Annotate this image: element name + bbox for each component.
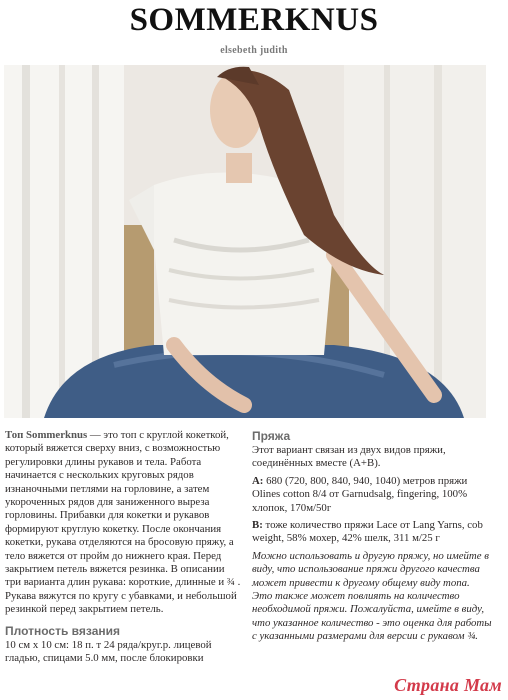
yarn-note: Можно использовать и другую пряжу, но имейте в виду, что использование пряжи другого качества может привести к другому общему виду топа. Это также может повлиять на количество необходимой пряжи. Пожалуйста, имейте в виду, что указанное количество - это оценка для работы с указанными размерами для версии с рукавом ¾. [252, 549, 492, 643]
intro-paragraph [5, 429, 241, 617]
yarn-a [252, 475, 492, 515]
yarn-heading: Пряжа [252, 429, 291, 443]
watermark: Страна Мам [394, 675, 502, 695]
model-photo [4, 65, 486, 418]
gauge-heading: Плотность вязания [5, 623, 121, 638]
description-column [5, 429, 241, 666]
yarn-a-text: 680 (720, 800, 840, 940, 1040) метров пряжи Olines cotton 8/4 от Garnudsalg, fingering, 100% хлопок, 170м/50г [252, 474, 468, 514]
yarn-b-label: B: [252, 519, 263, 532]
yarn-b-text: тоже количество пряжи Lace от Lang Yarns, cob weight, 58% мохер, 42% шелк, 311 м/25 г [252, 519, 483, 545]
intro-text: — это топ с круглой кокеткой, который вяжется сверху вниз, с возможностью регулировки длины рукавов и тела. Работа начинается с нескольких круговых рядов изнаночными петлями на горловине, а затем укороченных рядов для заниженного выреза горловины. Прибавки для кокетки и рукавов формируют круглую кокетку. После окончания кокетки, рукава отделяются на бросовую пряжу, а тело вяжется от пройм до нижнего края. Перед закрытием петель вяжется резинка. В описании три варианта длин рукава: короткие, длинные и ¾ . Рукава вяжутся по кругу с убавками, и небольшой резинкой перед закрытием петель. [5, 429, 241, 616]
yarn-a-label: A: [252, 474, 264, 487]
intro-bold: Топ Sommerknus [5, 429, 88, 441]
author-name: elsebeth judith [220, 45, 288, 56]
yarn-b [252, 519, 492, 546]
gauge-text: 10 см х 10 см: 18 п. т 24 ряда/круг.р. лицевой гладью, спицами 5.0 мм, после блокировки [5, 638, 212, 665]
yarn-intro: Этот вариант связан из двух видов пряжи, соединённых вместе (А+В). [252, 444, 446, 470]
pattern-title: SOMMERKNUS [129, 2, 379, 38]
yarn-column [252, 429, 492, 644]
